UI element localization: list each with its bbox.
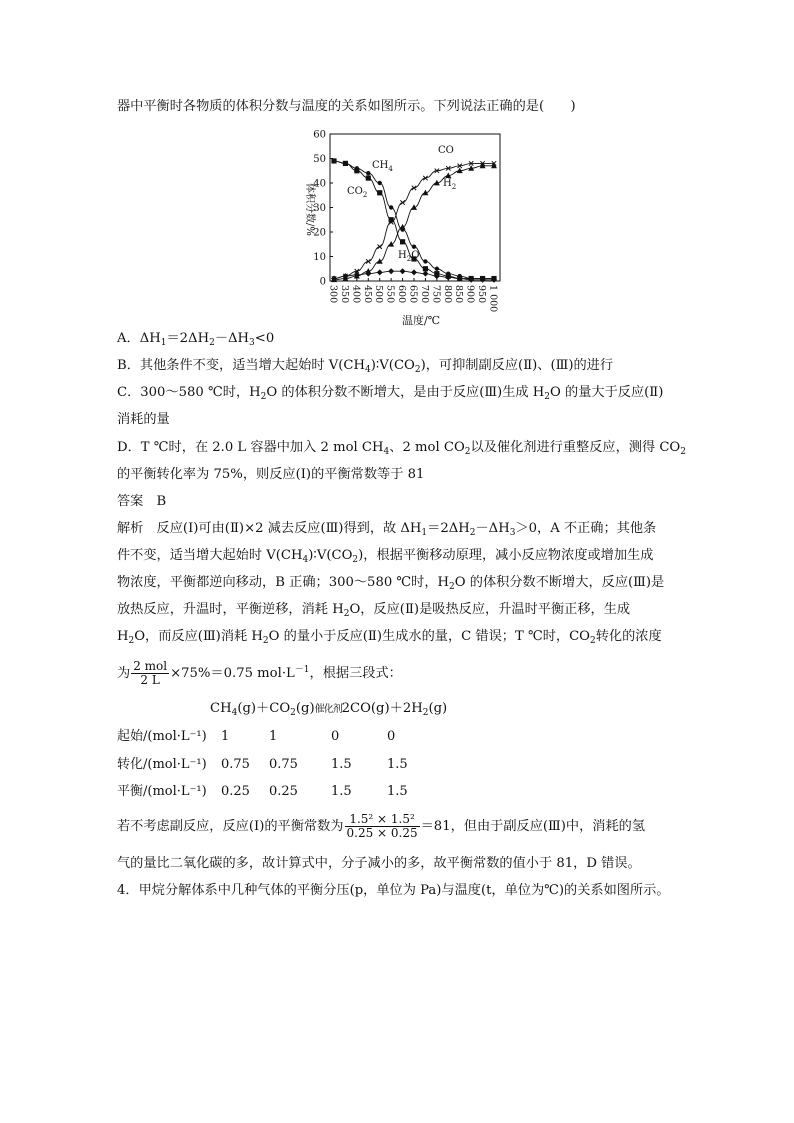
y-tick-label: 20 — [313, 227, 326, 239]
ch4-point — [378, 181, 382, 185]
ch4-point — [389, 205, 393, 209]
option-c: C．300～580 ℃时，$H_2O$ 的体积分数不断增大，是由于反应(Ⅲ)生成 $H_2O$ 的量大于反应(Ⅱ) — [117, 385, 664, 402]
co2-point — [400, 239, 405, 244]
option-d: D．T ℃时，在 2.0 L 容器中加入 2 mol $CH_4$、2 mol $CO_2$以及催化剂进行重整反应，测得 $CO_2$ — [117, 440, 686, 457]
explanation-line-6: 为 $\frac{\text{2 mol}}{2 L}$ ×75%＝0.75 $mol\cdot L^{-1}$，根据三段式： — [117, 659, 402, 687]
h2o-curve-label: $H_2O$ — [398, 250, 420, 263]
explanation-line-4: 放热反应，升温时，平衡逆移，消耗 $H_2O$，反应(Ⅱ)是吸热反应，升温时平衡正移，生成 — [117, 602, 631, 619]
option-b: B．其他条件不变，适当增大起始时 $V(CH_4)∶V(CO_2)$，可抑制副反应(Ⅱ)、(Ⅲ)的进行 — [117, 358, 614, 375]
x-tick-label: 300 — [327, 285, 339, 304]
h2-point — [411, 204, 417, 210]
h2o-point — [377, 269, 383, 275]
x-tick-label: 450 — [361, 285, 373, 304]
co2-point — [423, 266, 428, 271]
concentration-fraction: $\frac{\text{2 mol}}{2 L}$ — [133, 659, 168, 687]
y-tick-label: 40 — [313, 178, 326, 190]
x-tick-label: 900 — [464, 285, 476, 304]
h2-point — [377, 258, 383, 264]
x-tick-label: 850 — [453, 285, 465, 304]
co2-point — [377, 190, 382, 195]
y-tick-label: 0 — [319, 276, 326, 288]
volume-fraction-chart — [290, 128, 520, 328]
co-curve-label: CO — [438, 145, 454, 156]
conclusion-line: 气的量比二氧化碳的多，故计算式中，分子减小的多，故平衡常数的值小于 81，D 错误。 — [117, 856, 641, 871]
x-tick-label: 700 — [418, 285, 430, 304]
equilibrium-constant-fraction: $\frac{\text{1.5² × 1.5²}}{0.25 \times 0.25}$ — [346, 812, 418, 840]
reaction-equation: $CH_4(g)+CO_2(g)$催化剂$2CO(g)+2H_2(g)$ — [210, 701, 448, 718]
option-c-cont: 消耗的量 — [117, 412, 170, 427]
explanation-line-1: 解析 反应(Ⅰ)可由(Ⅱ)×2 减去反应(Ⅲ)得到，故 $\Delta H_1=2\Delta H_2-\Delta H_3>0$，A 不正确；其他条 — [117, 521, 657, 538]
co2-point — [389, 217, 394, 222]
h2o-point — [400, 268, 406, 274]
ch4-point — [400, 227, 404, 231]
option-d-cont: 的平衡转化率为 75%，则反应(Ⅰ)的平衡常数等于 81 — [117, 467, 425, 482]
x-tick-label: 650 — [407, 285, 419, 304]
co2-point — [343, 161, 348, 166]
co-point — [378, 245, 382, 249]
ch4-point — [412, 245, 416, 249]
ch4-point — [423, 259, 427, 263]
x-tick-label: 950 — [476, 285, 488, 304]
answer: 答案 B — [117, 494, 167, 509]
co-point — [400, 200, 404, 204]
explanation-line-2: 件不变，适当增大起始时 $V(CH_4)∶V(CO_2)$，根据平衡移动原理，减小反应物浓度或增加生成 — [117, 548, 654, 565]
ch4-curve-label: $CH_4$ — [372, 160, 393, 173]
co2-point — [354, 168, 359, 173]
x-tick-label: 800 — [441, 285, 453, 304]
y-axis-label: 体积分数/% — [304, 183, 315, 236]
x-tick-label: 600 — [396, 285, 408, 304]
x-tick-label: 350 — [338, 285, 350, 304]
h2o-point — [388, 268, 394, 274]
option-a: A．$\Delta H_1=2\Delta H_2-\Delta H_3<0$ — [117, 331, 275, 348]
x-axis-label: 温度/℃ — [402, 314, 441, 327]
series-line-h2 — [334, 166, 494, 280]
y-tick-label: 60 — [313, 129, 326, 141]
co2-point — [366, 176, 371, 181]
explanation-line-5: $H_2O$，而反应(Ⅲ)消耗 $H_2O$ 的量小于反应(Ⅱ)生成水的量，C 错误；T ℃时，$CO_2$转化的浓度 — [117, 629, 662, 646]
explanation-line-3: 物浓度，平衡都逆向移动，B 正确；300～580 ℃时，$H_2O$ 的体积分数不断增大，反应(Ⅲ)是 — [117, 575, 665, 592]
x-tick-label: 400 — [350, 285, 362, 304]
x-tick-label: 500 — [373, 285, 385, 304]
ch4-point — [366, 171, 370, 175]
question-4: 4．甲烷分解体系中几种气体的平衡分压(p，单位为 Pa)与温度(t，单位为℃)的关系如图所示。 — [117, 883, 670, 898]
y-tick-label: 50 — [313, 154, 326, 165]
y-tick-label: 10 — [313, 252, 326, 263]
equilibrium-constant-line: 若不考虑副反应，反应(Ⅰ)的平衡常数为 $\frac{\text{1.5² × 1.5²}}{0.25 \times 0.25}$ ＝81，但由于副反应(Ⅲ)中，消耗的氢 — [117, 812, 646, 840]
co2-point — [331, 158, 336, 163]
x-tick-label: 750 — [430, 285, 442, 304]
co2-curve-label: $CO_2$ — [347, 186, 368, 199]
h2o-point — [411, 269, 417, 275]
question-intro: 器中平衡时各物质的体积分数与温度的关系如图所示。下列说法正确的是( ) — [117, 99, 576, 114]
x-tick-label: 1 000 — [487, 285, 499, 313]
h2-point — [388, 241, 394, 247]
x-tick-label: 550 — [384, 285, 396, 304]
ch4-point — [435, 267, 439, 271]
h2o-point — [422, 271, 428, 277]
h2-curve-label: $H_2$ — [443, 178, 457, 191]
y-tick-label: 30 — [313, 203, 326, 214]
